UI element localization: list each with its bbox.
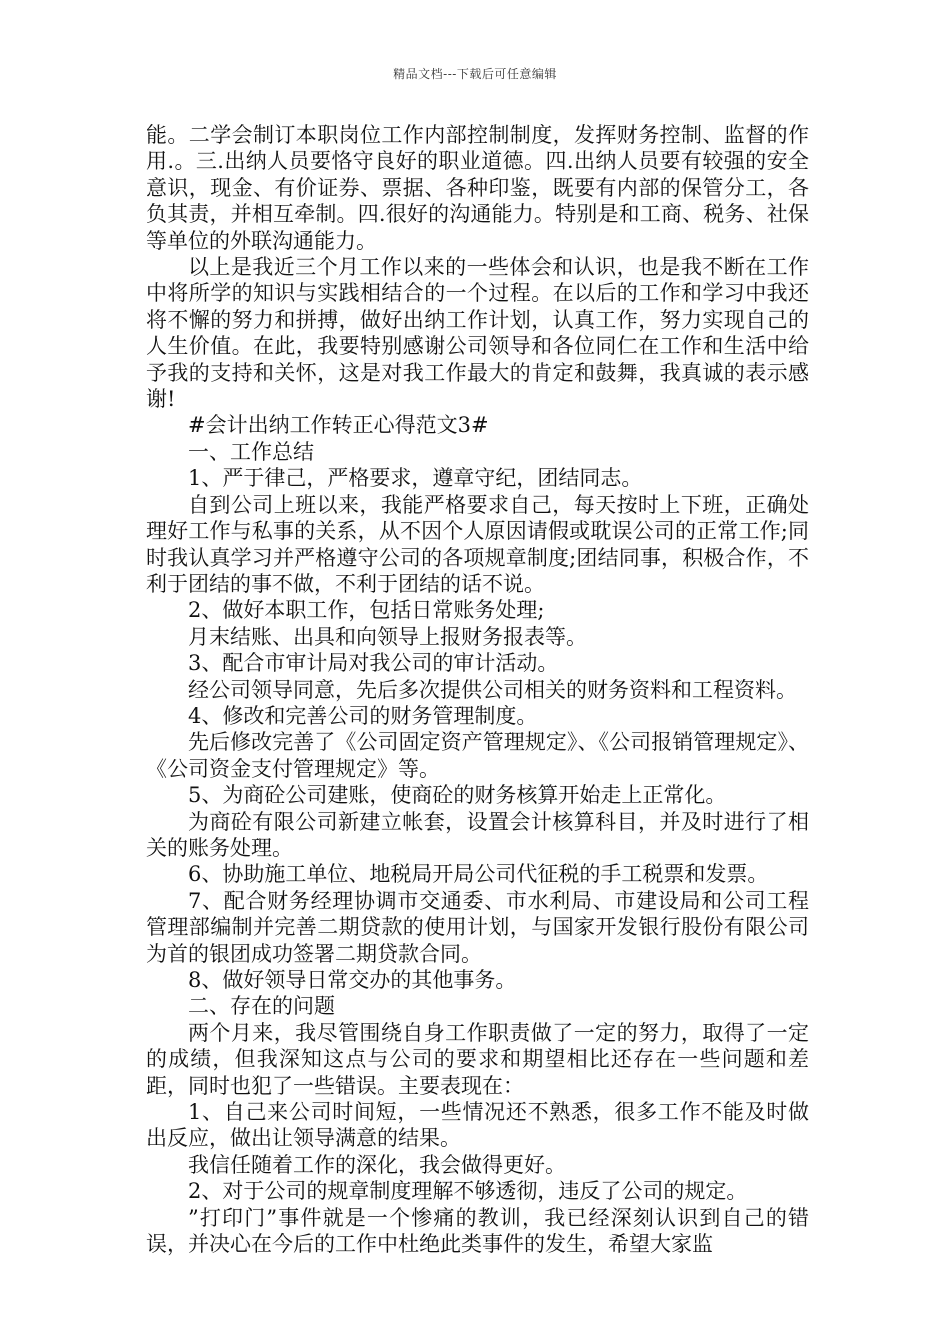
- paragraph: 自到公司上班以来，我能严格要求自己，每天按时上下班，正确处理好工作与私事的关系，从不因个人原因请假或耽误公司的正常工作;同时我认真学习并严格遵守公司的各项规章制度;团结同事，积极合作，不利于团结的事不做，不利于团结的话不说。: [146, 492, 809, 596]
- paragraph: 经公司领导同意，先后多次提供公司相关的财务资料和工程资料。: [188, 677, 797, 702]
- section-heading: 一、工作总结: [188, 439, 314, 464]
- list-item-heading: 2、对于公司的规章制度理解不够透彻，违反了公司的规定。: [188, 1179, 748, 1204]
- paragraph: 以上是我近三个月工作以来的一些体会和认识，也是我不断在工作中将所学的知识与实践相结合的一个过程。在以后的工作和学习中我还将不懈的努力和拼搏，做好出纳工作计划，认真工作，努力实现自己的人生价值。在此，我要特别感谢公司领导和各位同仁在工作和生活中给予我的支持和关怀，这是对我工作最大的肯定和鼓舞，我真诚的表示感谢!: [146, 255, 809, 412]
- paragraph: ”打印门”事件就是一个惨痛的教训，我已经深刻认识到自己的错误，并决心在今后的工作中杜绝此类事件的发生，希望大家监: [146, 1205, 809, 1257]
- page-header: 精品文档---下载后可任意编辑: [393, 67, 557, 81]
- paragraph: 我信任随着工作的深化，我会做得更好。: [188, 1152, 566, 1177]
- list-item-heading: 1、严于律己，严格要求，遵章守纪，团结同志。: [188, 466, 643, 491]
- section-heading: 二、存在的问题: [188, 994, 335, 1019]
- section-heading: #会计出纳工作转正心得范文3#: [188, 413, 489, 438]
- list-item-heading: 7、配合财务经理协调市交通委、市水利局、市建设局和公司工程管理部编制并完善二期贷款的使用计划，与国家开发银行股份有限公司为首的银团成功签署二期贷款合同。: [146, 888, 809, 966]
- paragraph: 为商砼有限公司新建立帐套，设置会计核算科目，并及时进行了相关的账务处理。: [146, 809, 809, 860]
- list-item-heading: 6、协助施工单位、地税局开局公司代征税的手工税票和发票。: [188, 862, 769, 887]
- list-item-heading: 4、修改和完善公司的财务管理制度。: [188, 703, 538, 728]
- list-item-heading: 5、为商砼公司建账，使商砼的财务核算开始走上正常化。: [188, 783, 727, 808]
- list-item-heading: 1、自己来公司时间短，一些情况还不熟悉，很多工作不能及时做出反应，做出让领导满意的结果。: [146, 1100, 809, 1151]
- paragraph: 能。二学会制订本职岗位工作内部控制制度，发挥财务控制、监督的作用.。三.出纳人员要恪守良好的职业道德。四.出纳人员要有较强的安全意识，现金、有价证券、票据、各种印鉴，既要有内部的保管分工，各负其责，并相互牵制。四.很好的沟通能力。特别是和工商、税务、社保等单位的外联沟通能力。: [146, 123, 809, 253]
- list-item-heading: 2、做好本职工作，包括日常账务处理;: [188, 598, 545, 623]
- paragraph: 两个月来，我尽管围绕自身工作职责做了一定的努力，取得了一定的成绩，但我深知这点与公司的要求和期望相比还存在一些问题和差距，同时也犯了一些错误。主要表现在：: [146, 1020, 809, 1098]
- list-item-heading: 3、配合市审计局对我公司的审计活动。: [188, 651, 559, 676]
- list-item-heading: 8、做好领导日常交办的其他事务。: [188, 968, 517, 992]
- document-body: [146, 122, 809, 1257]
- paragraph: 月末结账、出具和向领导上报财务报表等。: [188, 624, 587, 649]
- paragraph: 先后修改完善了《公司固定资产管理规定》、《公司报销管理规定》、《公司资金支付管理规定》等。: [146, 730, 809, 781]
